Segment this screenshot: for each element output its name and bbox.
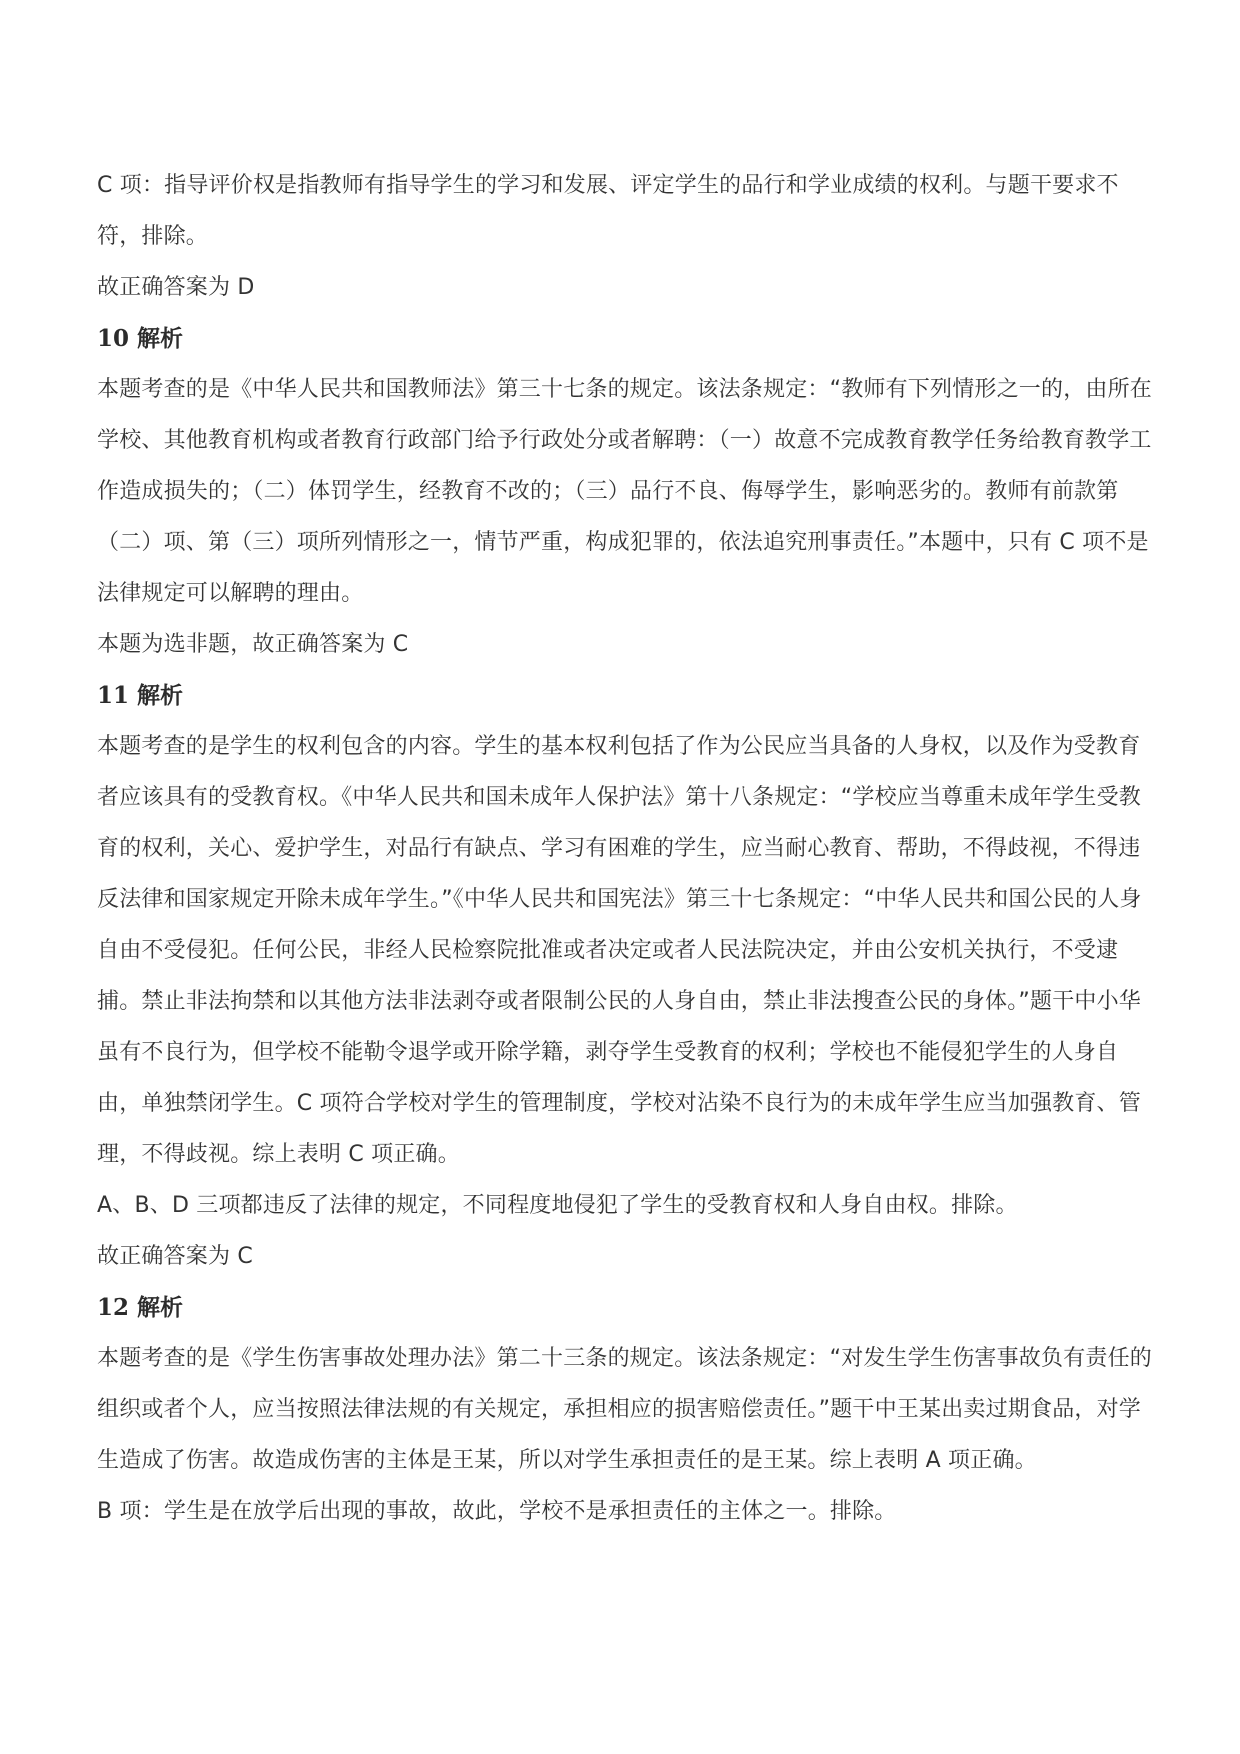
- answer-line-d: 故正确答案为 D: [97, 275, 255, 300]
- heading-analysis-11: 11 解析: [97, 682, 184, 709]
- paragraph-analysis-10: 本题考查的是《中华人民共和国教师法》第三十七条的规定。该法条规定：“教师有下列情形之一的，由所在学校、其他教育机构或者教育行政部门给予行政处分或者解聘：（一）故意不完成教育教学任务给教育教学工作造成损失的；（二）体罚学生，经教育不改的；（三）品行不良、侮辱学生，影响恶劣的。教师有前款第（二）项、第（三）项所列情形之一，情节严重，构成犯罪的，依法追究刑事责任。”本题中，只有 C 项不是法律规定可以解聘的理由。: [97, 377, 1153, 606]
- heading-analysis-12: 12 解析: [97, 1294, 184, 1321]
- paragraph-analysis-11: 本题考查的是学生的权利包含的内容。学生的基本权利包括了作为公民应当具备的人身权，以及作为受教育者应该具有的受教育权。《中华人民共和国未成年人保护法》第十八条规定：“学校应当尊重未成年学生受教育的权利，关心、爱护学生，对品行有缺点、学习有困难的学生，应当耐心教育、帮助，不得歧视，不得违反法律和国家规定开除未成年学生。”《中华人民共和国宪法》第三十七条规定：“中华人民共和国公民的人身自由不受侵犯。任何公民，非经人民检察院批准或者决定或者人民法院决定，并由公安机关执行，不受逮捕。禁止非法拘禁和以其他方法非法剥夺或者限制公民的人身自由，禁止非法搜查公民的身体。”题干中小华虽有不良行为，但学校不能勒令退学或开除学籍，剥夺学生受教育的权利；学校也不能侵犯学生的人身自由，单独禁闭学生。C 项符合学校对学生的管理制度，学校对沾染不良行为的未成年学生应当加强教育、管理，不得歧视。综上表明 C 项正确。: [97, 734, 1142, 1167]
- paragraph-analysis-12: 本题考查的是《学生伤害事故处理办法》第二十三条的规定。该法条规定：“对发生学生伤害事故负有责任的组织或者个人，应当按照法律法规的有关规定，承担相应的损害赔偿责任。”题干中王某出卖过期食品，对学生造成了伤害。故造成伤害的主体是王某，所以对学生承担责任的是王某。综上表明 A 项正确。: [97, 1346, 1153, 1473]
- heading-analysis-10: 10 解析: [97, 325, 184, 352]
- answer-line-11: 故正确答案为 C: [97, 1244, 253, 1269]
- paragraph-c-option-analysis: C 项：指导评价权是指教师有指导学生的学习和发展、评定学生的品行和学业成绩的权利。与题干要求不符，排除。: [97, 173, 1119, 249]
- answer-line-10: 本题为选非题，故正确答案为 C: [97, 632, 409, 657]
- paragraph-b-option-analysis: B 项：学生是在放学后出现的事故，故此，学校不是承担责任的主体之一。排除。: [97, 1499, 897, 1524]
- paragraph-abd-options: A、B、D 三项都违反了法律的规定，不同程度地侵犯了学生的受教育权和人身自由权。排除。: [97, 1193, 1018, 1218]
- document-page: [97, 160, 1157, 1537]
